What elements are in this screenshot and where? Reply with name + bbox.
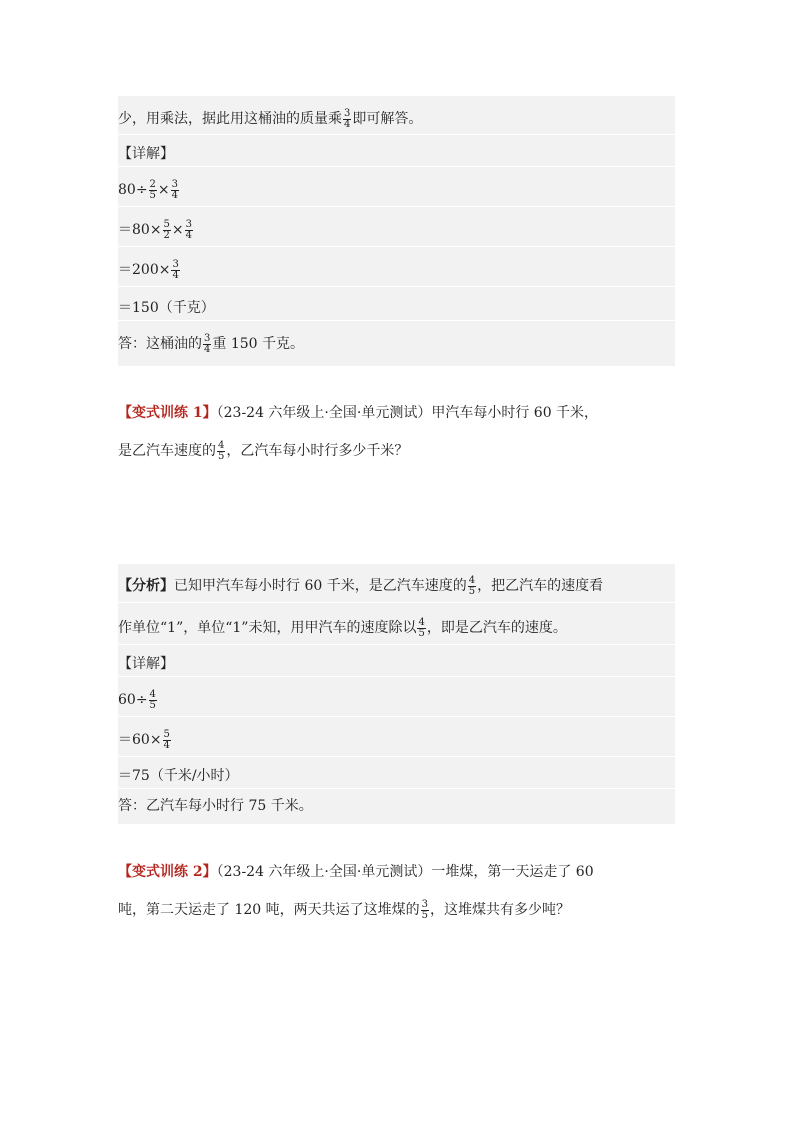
text: ＝80× <box>118 222 162 238</box>
equation-line <box>118 764 675 789</box>
numerator: 3 <box>344 107 351 119</box>
numerator: 3 <box>185 218 193 230</box>
text: 80÷ <box>118 182 148 198</box>
solution-block-2 <box>118 564 675 824</box>
text: ＝150（千克） <box>118 300 215 316</box>
denominator: 4 <box>172 269 179 281</box>
text: 作单位“1”，单位“1”未知，用甲汽车的速度除以 <box>118 620 417 636</box>
fraction <box>343 109 351 130</box>
solution-block-1 <box>118 96 675 366</box>
text: ，乙汽车每小时行多少千米？ <box>226 443 409 459</box>
fraction <box>149 180 157 201</box>
question-tag: 【变式训练 1】 <box>118 405 217 421</box>
text: ＝200× <box>118 262 171 278</box>
fraction <box>171 260 179 281</box>
solution-line <box>118 104 675 135</box>
text: 60÷ <box>118 692 148 708</box>
question-line <box>118 402 678 424</box>
denominator: 4 <box>204 343 211 355</box>
denominator: 4 <box>163 739 170 751</box>
text: 已知甲汽车每小时行 60 千米，是乙汽车速度的 <box>174 578 467 594</box>
text: （23-24 六年级上·全国·单元测试）一堆煤，第一天运走了 60 <box>216 864 594 880</box>
text: 少，用乘法，据此用这桶油的质量乘 <box>118 111 342 127</box>
text: ，把乙汽车的速度看 <box>477 578 604 594</box>
equation-line <box>118 254 675 287</box>
denominator: 4 <box>344 118 351 130</box>
fraction <box>163 730 171 751</box>
denominator: 5 <box>149 189 156 201</box>
fraction <box>417 618 425 639</box>
text: 即可解答。 <box>352 111 423 127</box>
fraction <box>203 334 211 355</box>
text: 吨，第二天运走了 120 吨，两天共运了这堆煤的 <box>118 902 420 918</box>
text: 是乙汽车速度的 <box>118 443 216 459</box>
equation-line <box>118 684 675 717</box>
text: × <box>171 222 184 238</box>
fraction <box>163 220 171 241</box>
numerator: 3 <box>172 258 179 270</box>
numerator: 4 <box>468 574 476 586</box>
analysis-line <box>118 570 675 603</box>
denominator: 2 <box>163 229 170 241</box>
analysis-label: 【分析】 <box>118 578 174 594</box>
fraction <box>217 441 225 462</box>
denominator: 4 <box>171 189 179 201</box>
question-2 <box>118 861 678 925</box>
question-line <box>118 436 678 466</box>
text: 【详解】 <box>118 656 174 672</box>
text: 【详解】 <box>118 146 174 162</box>
text: ＝60× <box>118 732 162 748</box>
equation-line <box>118 174 675 207</box>
numerator: 5 <box>163 218 170 230</box>
analysis-line <box>118 612 675 645</box>
detail-label <box>118 652 675 677</box>
fraction <box>171 180 179 201</box>
question-1 <box>118 402 678 466</box>
fraction <box>185 220 193 241</box>
equation-line <box>118 214 675 247</box>
text: 重 150 千克。 <box>212 336 304 352</box>
numerator: 4 <box>218 439 225 451</box>
equation-line <box>118 296 675 321</box>
detail-label <box>118 142 675 167</box>
numerator: 3 <box>204 332 211 344</box>
denominator: 5 <box>468 585 476 597</box>
text: （23-24 六年级上·全国·单元测试）甲汽车每小时行 60 千米， <box>216 405 599 421</box>
denominator: 5 <box>418 627 425 639</box>
text: ，即是乙汽车的速度。 <box>426 620 567 636</box>
numerator: 4 <box>149 688 156 700</box>
numerator: 4 <box>418 616 425 628</box>
question-line <box>118 895 678 925</box>
fraction <box>421 900 429 921</box>
denominator: 4 <box>185 229 193 241</box>
question-line <box>118 861 678 883</box>
text: ＝75（千米/小时） <box>118 768 239 784</box>
numerator: 3 <box>421 898 428 910</box>
text: ，这堆煤共有多少吨？ <box>430 902 570 918</box>
numerator: 2 <box>149 178 156 190</box>
text: × <box>157 182 170 198</box>
answer-line <box>118 794 675 818</box>
fraction <box>468 576 476 597</box>
numerator: 3 <box>171 178 179 190</box>
denominator: 5 <box>421 909 428 921</box>
denominator: 5 <box>218 450 225 462</box>
fraction <box>149 690 157 711</box>
answer-line <box>118 328 675 360</box>
equation-line <box>118 724 675 757</box>
denominator: 5 <box>149 699 156 711</box>
numerator: 5 <box>163 728 170 740</box>
text: 答：这桶油的 <box>118 336 202 352</box>
text: 答：乙汽车每小时行 75 千米。 <box>118 798 313 814</box>
question-tag: 【变式训练 2】 <box>118 864 217 880</box>
